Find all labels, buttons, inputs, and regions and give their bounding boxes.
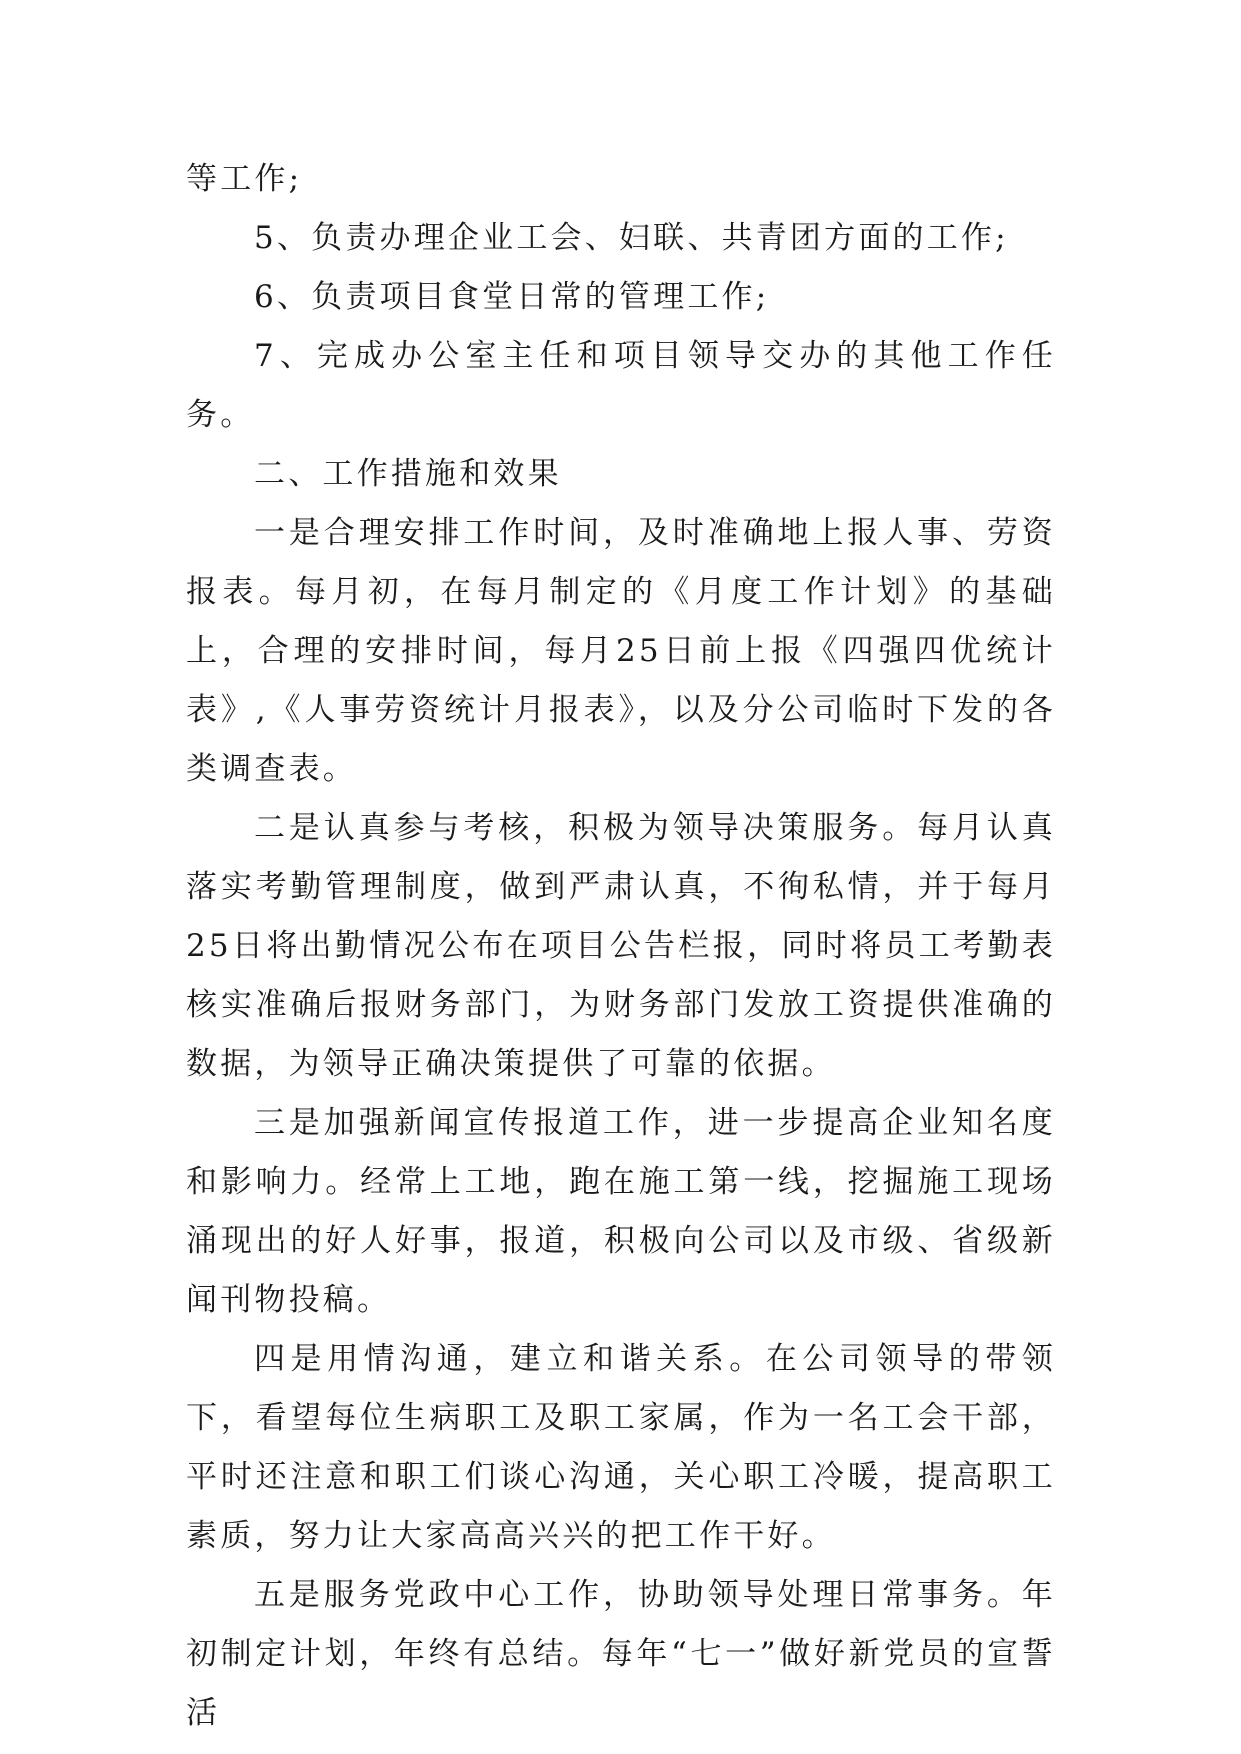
paragraph-measure-1: 一是合理安排工作时间，及时准确地上报人事、劳资报表。每月初，在每月制定的《月度工作计划》的基础上，合理的安排时间，每月25日前上报《四强四优统计表》,《人事劳资统计月报表》，以及分公司临时下发的各类调查表。: [186, 515, 1056, 787]
paragraph-continuation: 等工作;: [186, 161, 303, 197]
paragraph-measure-5: 五是服务党政中心工作，协助领导处理日常事务。年初制定计划，年终有总结。每年“七一”做好新党员的宣誓活: [186, 1577, 1056, 1731]
paragraph-measure-3: 三是加强新闻宣传报道工作，进一步提高企业知名度和影响力。经常上工地，跑在施工第一线，挖掘施工现场涌现出的好人好事，报道，积极向公司以及市级、省级新闻刊物投稿。: [186, 1105, 1056, 1318]
list-item-6: 6、负责项目食堂日常的管理工作;: [254, 279, 770, 315]
section-heading: 二、工作措施和效果: [254, 456, 562, 492]
list-item-7: 7、完成办公室主任和项目领导交办的其他工作任务。: [186, 338, 1056, 433]
paragraph-measure-2: 二是认真参与考核，积极为领导决策服务。每月认真落实考勤管理制度，做到严肃认真，不徇私情，并于每月25日将出勤情况公布在项目公告栏报，同时将员工考勤表核实准确后报财务部门，为财务部门发放工资提供准确的数据，为领导正确决策提供了可靠的依据。: [186, 810, 1056, 1082]
document-body: [186, 150, 1056, 1743]
list-item-5: 5、负责办理企业工会、妇联、共青团方面的工作;: [254, 220, 1009, 256]
paragraph-measure-4: 四是用情沟通，建立和谐关系。在公司领导的带领下，看望每位生病职工及职工家属，作为一名工会干部，平时还注意和职工们谈心沟通，关心职工冷暖，提高职工素质，努力让大家高高兴兴的把工作干好。: [186, 1341, 1056, 1554]
